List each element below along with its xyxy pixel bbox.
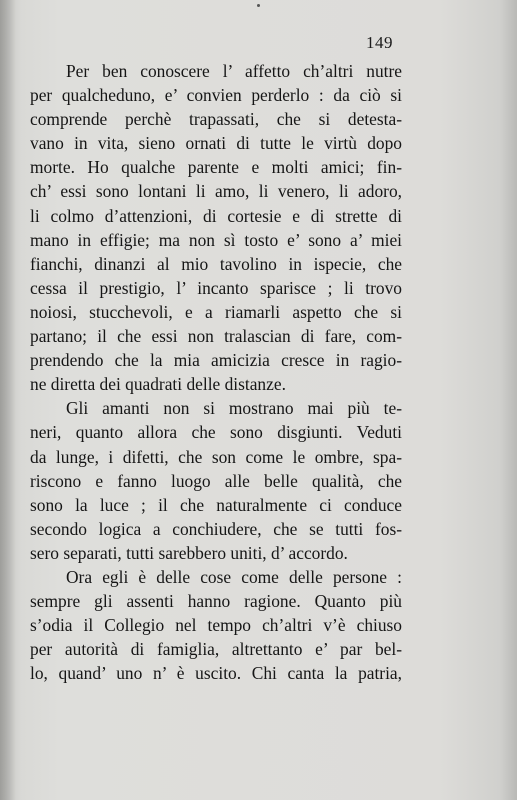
text-line: Per ben conoscere l’ affetto ch’altri nutre (66, 61, 402, 81)
text-line: vano in vita, sieno ornati di tutte le virtù dopo (30, 133, 402, 154)
body-text (30, 59, 402, 685)
text-line: partano; il che essi non tralascian di fare, com- (30, 326, 402, 347)
text-line: ne diretta dei quadrati delle distanze. (30, 374, 286, 395)
text-line: per autorità di famiglia, altrettanto e’ par bel- (30, 639, 402, 660)
text-line: per qualcheduno, e’ convien perderlo : da ciò si (30, 85, 402, 106)
text-line: neri, quanto allora che sono disgiunti. Veduti (30, 422, 402, 443)
text-line: comprende perchè trapassati, che si detesta- (30, 109, 402, 130)
text-line: sempre gli assenti hanno ragione. Quanto più (30, 591, 402, 612)
page-number: 149 (366, 33, 393, 52)
text-line: fianchi, dinanzi al mio tavolino in ispecie, che (30, 253, 402, 274)
text-line: ch’ essi sono lontani li amo, li venero, li adoro, (30, 181, 402, 202)
text-line: cessa il prestigio, l’ incanto sparisce ; li trovo (30, 277, 402, 298)
text-line: noiosi, stucchevoli, e a riamarli aspetto che si (30, 301, 402, 322)
page-gutter-shadow (0, 0, 16, 800)
print-speck (257, 4, 260, 7)
text-line: secondo logica a conchiudere, che se tutti fos- (30, 518, 402, 539)
text-line: morte. Ho qualche parente e molti amici; fin- (30, 157, 402, 178)
text-line: s’odia il Collegio nel tempo ch’altri v’è chiuso (30, 615, 402, 636)
text-line: Gli amanti non si mostrano mai più te- (66, 398, 402, 419)
text-line: riscono e fanno luogo alle belle qualità, che (30, 470, 402, 491)
text-line: sono la luce ; il che naturalmente ci conduce (30, 494, 402, 515)
text-line: sero separati, tutti sarebbero uniti, d’ accordo. (30, 542, 348, 563)
text-line: mano in effigie; ma non sì tosto e’ sono a’ miei (30, 229, 402, 250)
text-line: da lunge, i difetti, che son come le ombre, spa- (30, 446, 402, 467)
text-line: li colmo d’attenzioni, di cortesie e di strette di (30, 205, 402, 226)
text-line: prendendo che la mia amicizia cresce in ragio- (30, 350, 402, 371)
text-line: Ora egli è delle cose come delle persone : (66, 566, 402, 587)
paragraph-1 (30, 59, 402, 396)
paragraph-2 (30, 396, 402, 565)
text-line: lo, quand’ uno n’ è uscito. Chi canta la patria, (30, 663, 402, 684)
paragraph-3 (30, 565, 402, 685)
